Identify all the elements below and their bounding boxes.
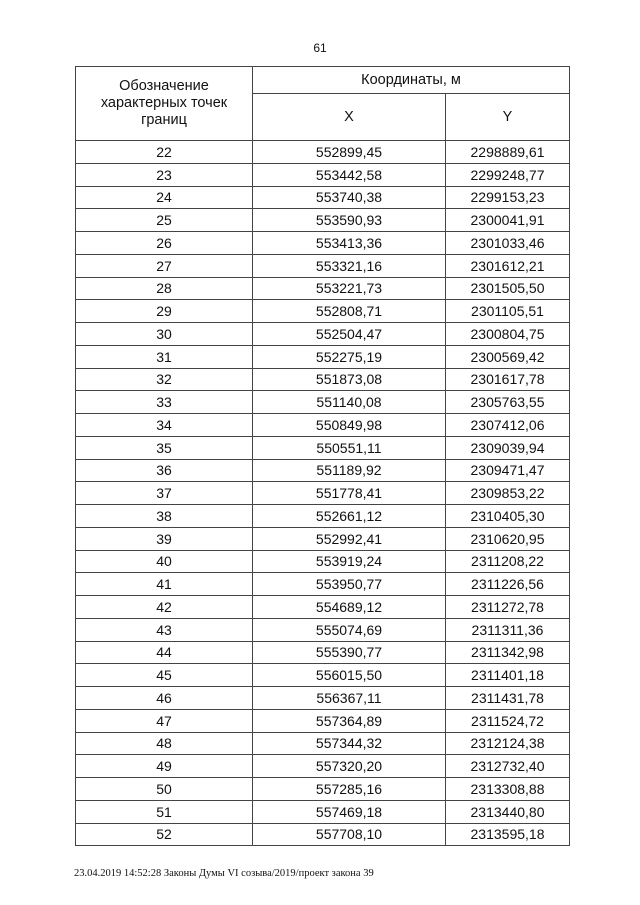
point-number-cell: 51: [76, 800, 253, 823]
table-row: [76, 823, 570, 846]
table-row: [76, 482, 570, 505]
point-number-cell: 36: [76, 459, 253, 482]
point-number-cell: 50: [76, 778, 253, 801]
y-coordinate-cell: 2311208,22: [446, 550, 570, 573]
point-number-cell: 26: [76, 232, 253, 255]
y-coordinate-cell: 2309039,94: [446, 436, 570, 459]
x-coordinate-cell: 551778,41: [253, 482, 446, 505]
table-row: [76, 641, 570, 664]
table-row: [76, 141, 570, 164]
point-number-cell: 37: [76, 482, 253, 505]
y-coordinate-cell: 2311401,18: [446, 664, 570, 687]
point-number-cell: 27: [76, 254, 253, 277]
point-number-cell: 46: [76, 687, 253, 710]
y-coordinate-cell: 2300569,42: [446, 345, 570, 368]
point-number-cell: 32: [76, 368, 253, 391]
table-row: [76, 800, 570, 823]
point-column-header: Обозначение характерных точек границ: [76, 67, 253, 141]
table-row: [76, 755, 570, 778]
y-coordinate-cell: 2313595,18: [446, 823, 570, 846]
point-number-cell: 22: [76, 141, 253, 164]
x-coordinate-cell: 551189,92: [253, 459, 446, 482]
point-number-cell: 42: [76, 596, 253, 619]
table-row: [76, 163, 570, 186]
table-row: [76, 778, 570, 801]
table-row: [76, 687, 570, 710]
point-number-cell: 41: [76, 573, 253, 596]
y-coordinate-cell: 2313440,80: [446, 800, 570, 823]
x-column-header: X: [253, 94, 446, 141]
y-coordinate-cell: 2301105,51: [446, 300, 570, 323]
footer-stamp: 23.04.2019 14:52:28 Законы Думы VI созыва/2019/проект закона 39: [74, 868, 374, 879]
y-coordinate-cell: 2311272,78: [446, 596, 570, 619]
y-coordinate-cell: 2313308,88: [446, 778, 570, 801]
x-coordinate-cell: 552661,12: [253, 505, 446, 528]
y-coordinate-cell: 2311431,78: [446, 687, 570, 710]
table-row: [76, 300, 570, 323]
x-coordinate-cell: 557320,20: [253, 755, 446, 778]
x-coordinate-cell: 552275,19: [253, 345, 446, 368]
point-number-cell: 35: [76, 436, 253, 459]
x-coordinate-cell: 550849,98: [253, 414, 446, 437]
y-coordinate-cell: 2301617,78: [446, 368, 570, 391]
y-coordinate-cell: 2312732,40: [446, 755, 570, 778]
table-row: [76, 550, 570, 573]
point-number-cell: 29: [76, 300, 253, 323]
table-row: [76, 436, 570, 459]
x-coordinate-cell: 557364,89: [253, 709, 446, 732]
table-row: [76, 527, 570, 550]
x-coordinate-cell: 553950,77: [253, 573, 446, 596]
table-row: [76, 732, 570, 755]
y-coordinate-cell: 2300804,75: [446, 323, 570, 346]
table-row: [76, 664, 570, 687]
point-number-cell: 24: [76, 186, 253, 209]
point-number-cell: 34: [76, 414, 253, 437]
point-number-cell: 30: [76, 323, 253, 346]
x-coordinate-cell: 553442,58: [253, 163, 446, 186]
x-coordinate-cell: 557708,10: [253, 823, 446, 846]
y-coordinate-cell: 2311226,56: [446, 573, 570, 596]
x-coordinate-cell: 553740,38: [253, 186, 446, 209]
x-coordinate-cell: 555074,69: [253, 618, 446, 641]
table-row: [76, 573, 570, 596]
table-row: [76, 596, 570, 619]
coordinates-header: Координаты, м: [253, 67, 570, 94]
point-number-cell: 25: [76, 209, 253, 232]
x-coordinate-cell: 550551,11: [253, 436, 446, 459]
x-coordinate-cell: 553919,24: [253, 550, 446, 573]
x-coordinate-cell: 556015,50: [253, 664, 446, 687]
x-coordinate-cell: 552504,47: [253, 323, 446, 346]
y-coordinate-cell: 2301505,50: [446, 277, 570, 300]
y-coordinate-cell: 2311311,36: [446, 618, 570, 641]
point-number-cell: 52: [76, 823, 253, 846]
table-body: [76, 141, 570, 846]
x-coordinate-cell: 553413,36: [253, 232, 446, 255]
x-coordinate-cell: 553221,73: [253, 277, 446, 300]
y-coordinate-cell: 2305763,55: [446, 391, 570, 414]
x-coordinate-cell: 557344,32: [253, 732, 446, 755]
y-coordinate-cell: 2311342,98: [446, 641, 570, 664]
point-number-cell: 48: [76, 732, 253, 755]
x-coordinate-cell: 551140,08: [253, 391, 446, 414]
table-row: [76, 209, 570, 232]
point-number-cell: 49: [76, 755, 253, 778]
table-row: [76, 186, 570, 209]
y-coordinate-cell: 2301033,46: [446, 232, 570, 255]
y-coordinate-cell: 2309853,22: [446, 482, 570, 505]
x-coordinate-cell: 557285,16: [253, 778, 446, 801]
y-column-header: Y: [446, 94, 570, 141]
point-number-cell: 40: [76, 550, 253, 573]
x-coordinate-cell: 557469,18: [253, 800, 446, 823]
y-coordinate-cell: 2311524,72: [446, 709, 570, 732]
point-number-cell: 28: [76, 277, 253, 300]
table-row: [76, 459, 570, 482]
y-coordinate-cell: 2299248,77: [446, 163, 570, 186]
y-coordinate-cell: 2301612,21: [446, 254, 570, 277]
x-coordinate-cell: 552992,41: [253, 527, 446, 550]
table-row: [76, 254, 570, 277]
x-coordinate-cell: 556367,11: [253, 687, 446, 710]
y-coordinate-cell: 2299153,23: [446, 186, 570, 209]
point-number-cell: 33: [76, 391, 253, 414]
table-row: [76, 323, 570, 346]
point-number-cell: 45: [76, 664, 253, 687]
y-coordinate-cell: 2312124,38: [446, 732, 570, 755]
y-coordinate-cell: 2310405,30: [446, 505, 570, 528]
table-row: [76, 232, 570, 255]
point-number-cell: 31: [76, 345, 253, 368]
table-row: [76, 414, 570, 437]
table-row: [76, 345, 570, 368]
table-row: [76, 368, 570, 391]
table-row: [76, 277, 570, 300]
coordinates-table: [75, 66, 570, 846]
page-number: 61: [313, 41, 327, 55]
x-coordinate-cell: 554689,12: [253, 596, 446, 619]
x-coordinate-cell: 555390,77: [253, 641, 446, 664]
y-coordinate-cell: 2307412,06: [446, 414, 570, 437]
table-row: [76, 709, 570, 732]
y-coordinate-cell: 2300041,91: [446, 209, 570, 232]
point-number-cell: 39: [76, 527, 253, 550]
table-row: [76, 391, 570, 414]
table-row: [76, 618, 570, 641]
point-number-cell: 38: [76, 505, 253, 528]
y-coordinate-cell: 2310620,95: [446, 527, 570, 550]
x-coordinate-cell: 551873,08: [253, 368, 446, 391]
y-coordinate-cell: 2298889,61: [446, 141, 570, 164]
x-coordinate-cell: 552808,71: [253, 300, 446, 323]
point-number-cell: 47: [76, 709, 253, 732]
x-coordinate-cell: 553321,16: [253, 254, 446, 277]
y-coordinate-cell: 2309471,47: [446, 459, 570, 482]
point-number-cell: 43: [76, 618, 253, 641]
x-coordinate-cell: 552899,45: [253, 141, 446, 164]
point-number-cell: 23: [76, 163, 253, 186]
point-number-cell: 44: [76, 641, 253, 664]
table-row: [76, 505, 570, 528]
x-coordinate-cell: 553590,93: [253, 209, 446, 232]
